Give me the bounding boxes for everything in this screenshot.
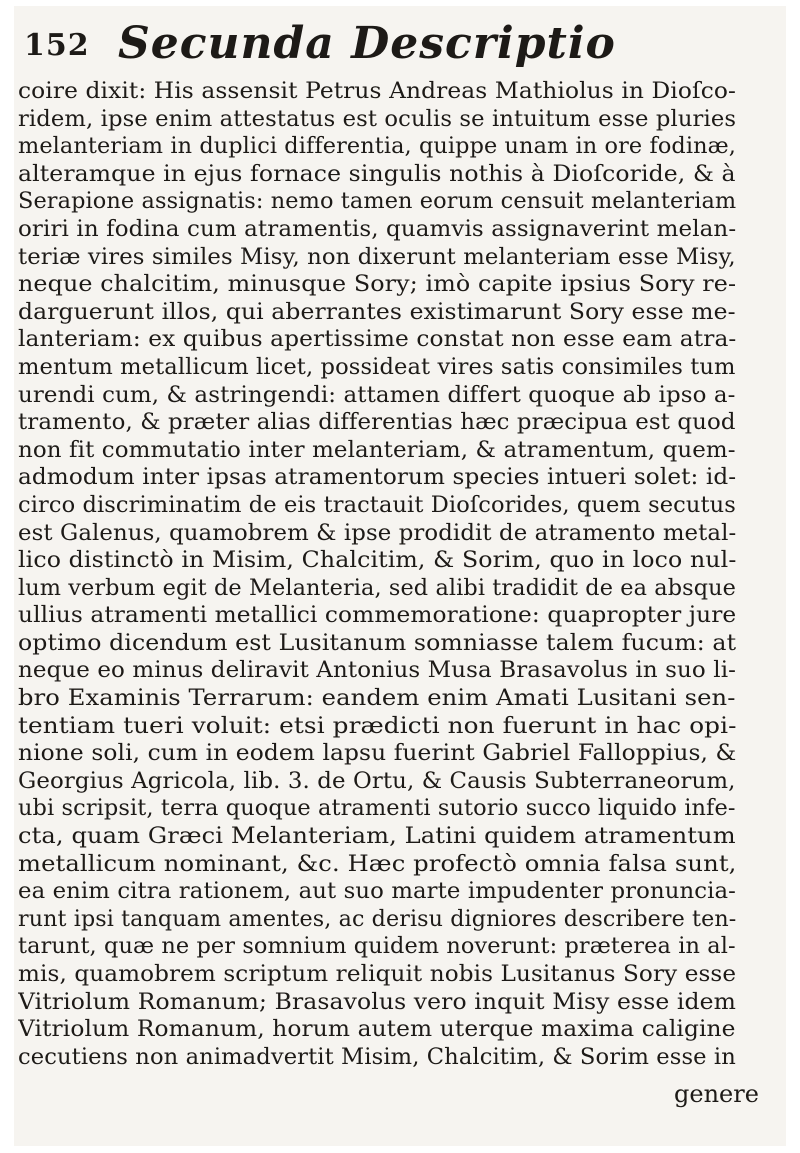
text-line: neque chalcitim, minusque Sory; imò capite ipsius Sory re- xyxy=(18,272,737,298)
text-line: tramento, & præter alias differentias hæc præcipua est quod xyxy=(18,410,736,436)
text-line: Vitriolum Romanum, horum autem uterque maxima caligine xyxy=(18,1017,736,1043)
text-line: ridem, ipse enim attestatus est oculis se intuitum esse pluries xyxy=(18,106,737,132)
text-line: melanteriam in duplici differentia, quippe unam in ore fodinæ, xyxy=(18,134,736,160)
page-number: 152 xyxy=(24,28,90,63)
text-line: lanteriam: ex quibus apertissime constat non esse eam atra- xyxy=(18,327,737,353)
text-line: bro Examinis Terrarum: eandem enim Amati Lusitani sen- xyxy=(18,686,736,712)
body-text xyxy=(18,78,738,1071)
text-line: mis, quamobrem scriptum reliquit nobis Lusitanus Sory esse xyxy=(18,962,737,987)
text-line: lum verbum egit de Melanteria, sed alibi tradidit de ea absque xyxy=(18,575,737,601)
page-header xyxy=(22,14,722,74)
text-line: tarunt, quæ ne per somnium quidem noverunt: præterea in al- xyxy=(18,934,736,960)
running-title: Secunda Descriptio xyxy=(118,18,616,69)
text-line: oriri in fodina cum atramentis, quamvis assignaverint melan- xyxy=(18,216,737,242)
text-line: darguerunt illos, qui aberrantes existimarunt Sory esse me- xyxy=(18,299,736,325)
text-line: optimo dicendum est Lusitanum somniasse talem fucum: at xyxy=(18,630,737,656)
text-line: Vitriolum Romanum; Brasavolus vero inquit Misy esse idem xyxy=(18,989,737,1015)
text-line: nione soli, cum in eodem lapsu fuerint Gabriel Falloppius, & xyxy=(18,741,737,767)
text-line: est Galenus, quamobrem & ipse prodidit de atramento metal- xyxy=(18,520,737,546)
text-line: runt ipsi tanquam amentes, ac derisu digniores describere ten- xyxy=(18,906,737,932)
text-line: lico distinctò in Misim, Chalcitim, & Sorim, quo in loco nul- xyxy=(18,548,737,574)
text-line: urendi cum, & astringendi: attamen differt quoque ab ipso a- xyxy=(18,382,736,408)
text-line: mentum metallicum licet, possideat vires satis consimiles tum xyxy=(18,354,736,380)
text-line: ullius atramenti metallici commemoratione: quapropter jure xyxy=(18,603,737,629)
text-line: Serapione assignatis: nemo tamen eorum censuit melanteriam xyxy=(18,189,737,215)
text-line: neque eo minus deliravit Antonius Musa Brasavolus in suo li- xyxy=(18,658,736,684)
text-line: non fit commutatio inter melanteriam, & atramentum, quem- xyxy=(18,437,736,463)
catchword: genere xyxy=(674,1080,759,1108)
text-line: teriæ vires similes Misy, non dixerunt melanteriam esse Misy, xyxy=(18,244,736,270)
text-line: cta, quam Græci Melanteriam, Latini quidem atramentum xyxy=(18,824,736,850)
text-line: tentiam tueri voluit: etsi prædicti non fuerunt in hac opi- xyxy=(18,713,737,739)
text-line: admodum inter ipsas atramentorum species intueri solet: id- xyxy=(18,465,737,491)
text-line: alteramque in ejus fornace singulis nothis à Dioſcoride, & à xyxy=(18,161,736,187)
text-line: coire dixit: His assensit Petrus Andreas Mathiolus in Dioſco- xyxy=(18,79,736,104)
text-line: metallicum nominant, &c. Hæc profectò omnia falsa sunt, xyxy=(18,851,737,877)
text-line: circo discriminatim de eis tractauit Dioſcorides, quem secutus xyxy=(18,492,736,518)
text-line: ea enim citra rationem, aut suo marte impudenter pronuncia- xyxy=(18,879,736,905)
text-line: ubi scripsit, terra quoque atramenti sutorio succo liquido infe- xyxy=(18,796,736,822)
book-page xyxy=(14,6,786,1146)
text-line: Georgius Agricola, lib. 3. de Ortu, & Causis Subterraneorum, xyxy=(18,768,736,794)
text-line: cecutiens non animadvertit Misim, Chalcitim, & Sorim esse in xyxy=(18,1044,736,1070)
